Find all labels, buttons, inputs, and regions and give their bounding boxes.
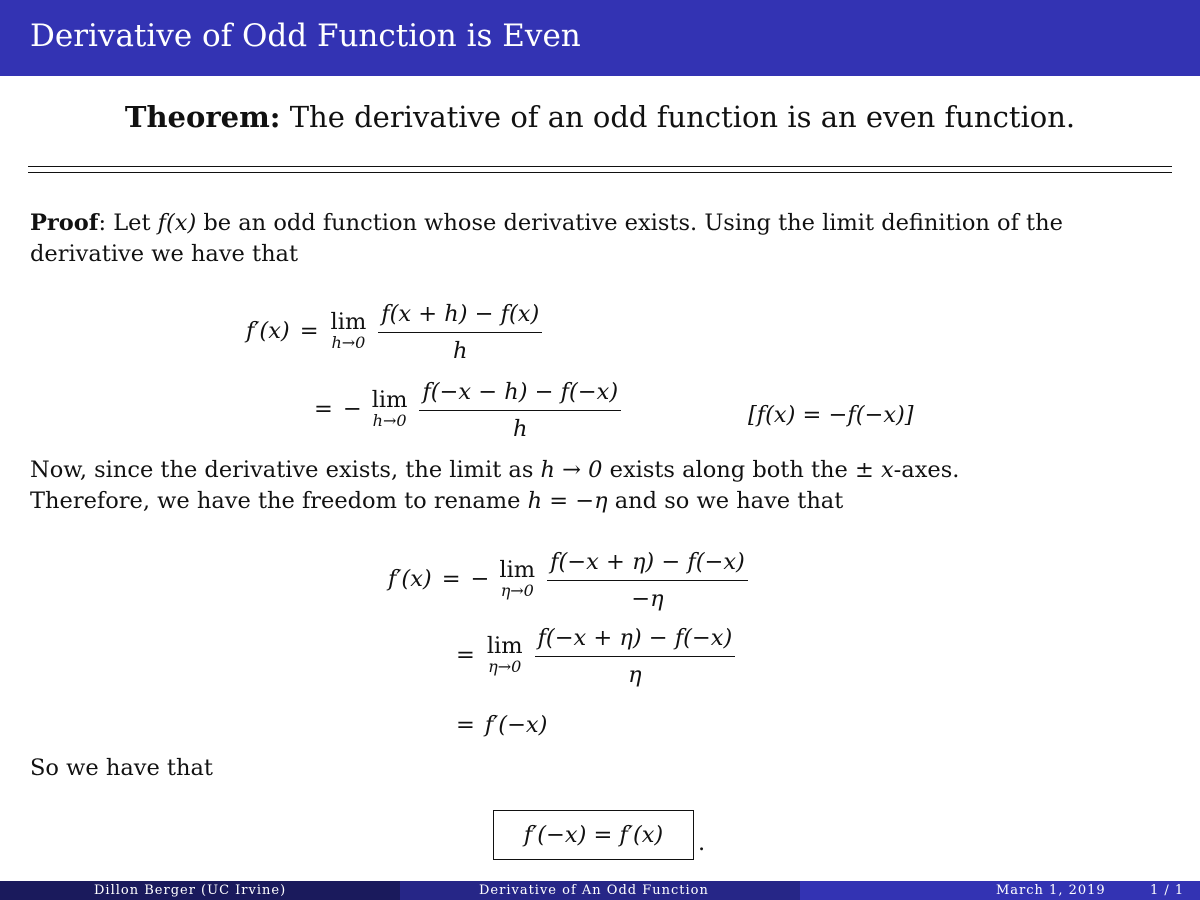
eq1-numerator-2: f(−x − h) − f(−x) xyxy=(419,377,621,411)
para2-text-b: exists along both the ± xyxy=(602,457,881,483)
eq1-equals-1: = xyxy=(299,318,319,344)
para2-math-h: h → 0 xyxy=(540,457,603,483)
eq1-fraction-1 xyxy=(378,299,542,364)
para2-text-a: Now, since the derivative exists, the limit as xyxy=(30,457,541,483)
eq2-fraction-1 xyxy=(547,547,748,612)
eq1-lim-sub-2: h→0 xyxy=(372,411,407,430)
eq1-lim-sub-1: h→0 xyxy=(331,333,366,352)
equation-1-line-1 xyxy=(246,300,542,364)
title-bar xyxy=(0,0,1200,76)
eq2-equals-3: = xyxy=(456,712,475,738)
eq1-limit-2 xyxy=(372,388,408,430)
boxed-period: . xyxy=(698,830,706,856)
footer-title-section xyxy=(400,881,800,900)
eq1-lim-word-1: lim xyxy=(330,309,367,335)
equation-2-line-2 xyxy=(446,624,735,688)
eq2-minus: − xyxy=(470,566,490,592)
eq2-limit-1 xyxy=(499,558,535,600)
proof-label: Proof xyxy=(30,210,99,236)
conclusion-text: So we have that xyxy=(30,755,213,781)
equation-1-line-2 xyxy=(304,378,621,442)
eq1-fraction-2 xyxy=(419,377,621,442)
eq2-lhs: f′(x) xyxy=(388,566,432,592)
eq2-numerator-1: f(−x + η) − f(−x) xyxy=(547,547,748,581)
eq2-limit-2 xyxy=(487,634,523,676)
proof-text-c: derivative we have that xyxy=(30,241,299,267)
footer-date-section xyxy=(800,881,1200,900)
eq1-denominator-1: h xyxy=(453,337,468,364)
eq1-lhs: f′(x) xyxy=(246,318,290,344)
eq2-equals-2: = xyxy=(456,642,475,668)
footer-short-title: Derivative of An Odd Function xyxy=(479,883,709,898)
eq2-lim-word-2: lim xyxy=(486,633,523,659)
para2-math-x: x xyxy=(880,457,894,483)
eq2-fraction-2 xyxy=(535,623,736,688)
proof-text-b: be an odd function whose derivative exists. Using the limit definition of the xyxy=(196,210,1063,236)
footer-date: March 1, 2019 xyxy=(996,883,1106,898)
theorem-text: The derivative of an odd function is an even function. xyxy=(289,100,1076,134)
divider-bottom xyxy=(28,172,1172,173)
proof-intro xyxy=(30,208,1180,270)
slide-title: Derivative of Odd Function is Even xyxy=(30,18,581,54)
eq2-denominator-2: η xyxy=(628,661,642,688)
equation-2-line-1 xyxy=(388,548,748,612)
proof-text-a: : Let xyxy=(98,210,158,236)
divider-top xyxy=(28,166,1172,167)
theorem-label: Theorem: xyxy=(124,100,281,134)
eq1-denominator-2: h xyxy=(513,415,528,442)
eq1-limit-1 xyxy=(331,310,367,352)
footer-bar xyxy=(0,881,1200,900)
footer-author-section xyxy=(0,881,400,900)
footer-author: Dillon Berger (UC Irvine) xyxy=(94,883,287,898)
eq2-numerator-2: f(−x + η) − f(−x) xyxy=(535,623,736,657)
eq2-lim-sub-2: η→0 xyxy=(488,657,522,676)
eq1-justification: [f(x) = −f(−x)] xyxy=(748,402,914,428)
para2-math-rename: h = −η xyxy=(527,488,608,514)
eq1-equals-2: = xyxy=(314,396,333,422)
eq2-lim-sub-1: η→0 xyxy=(500,581,534,600)
proof-fx: f(x) xyxy=(157,210,197,236)
boxed-result: f′(−x) = f′(x) xyxy=(493,810,694,860)
eq1-numerator-1: f(x + h) − f(x) xyxy=(378,299,542,333)
para2-text-c: -axes. xyxy=(893,457,960,483)
para2-text-e: and so we have that xyxy=(607,488,844,514)
eq1-lim-word-2: lim xyxy=(371,387,408,413)
theorem-statement xyxy=(0,100,1200,134)
para2-text-d: Therefore, we have the freedom to rename xyxy=(30,488,528,514)
equation-2-line-3 xyxy=(446,702,547,748)
eq2-rhs-3: f′(−x) xyxy=(484,712,548,738)
eq1-minus: − xyxy=(342,396,362,422)
explanation-paragraph xyxy=(30,455,1180,517)
eq2-equals-1: = xyxy=(441,566,461,592)
eq2-denominator-1: −η xyxy=(631,585,664,612)
footer-page-number: 1 / 1 xyxy=(1150,883,1185,898)
eq2-lim-word-1: lim xyxy=(499,557,536,583)
